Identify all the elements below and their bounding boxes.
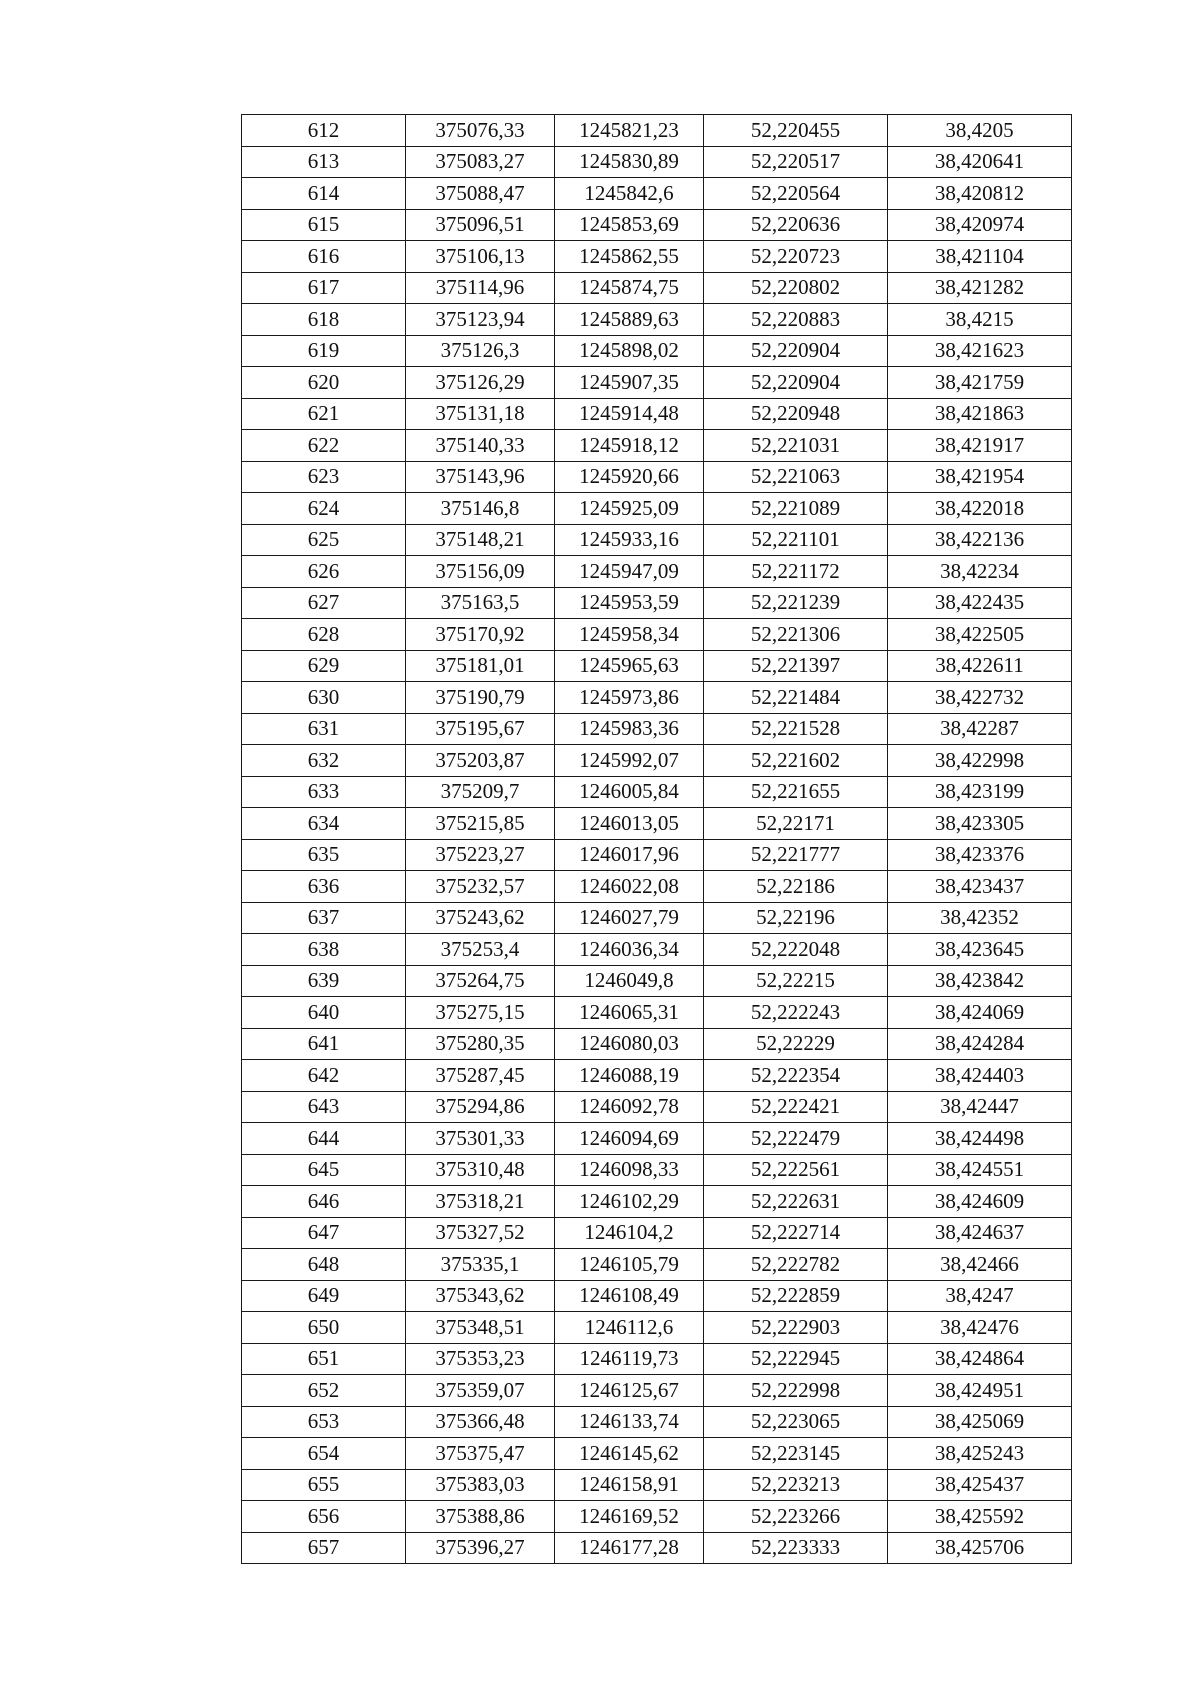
x-coordinate-cell: 375366,48 <box>406 1406 555 1438</box>
table-row <box>242 650 1072 682</box>
table-row <box>242 1375 1072 1407</box>
longitude-cell: 38,421863 <box>888 398 1072 430</box>
y-coordinate-cell: 1245920,66 <box>555 461 704 493</box>
latitude-cell: 52,220564 <box>704 178 888 210</box>
longitude-cell: 38,421282 <box>888 272 1072 304</box>
x-coordinate-cell: 375156,09 <box>406 556 555 588</box>
y-coordinate-cell: 1246017,96 <box>555 839 704 871</box>
point-number-cell: 635 <box>242 839 406 871</box>
point-number-cell: 631 <box>242 713 406 745</box>
y-coordinate-cell: 1245907,35 <box>555 367 704 399</box>
latitude-cell: 52,223333 <box>704 1532 888 1564</box>
longitude-cell: 38,423305 <box>888 808 1072 840</box>
latitude-cell: 52,222945 <box>704 1343 888 1375</box>
table-row <box>242 934 1072 966</box>
table-row <box>242 1312 1072 1344</box>
y-coordinate-cell: 1245889,63 <box>555 304 704 336</box>
x-coordinate-cell: 375146,8 <box>406 493 555 525</box>
table-row <box>242 1280 1072 1312</box>
longitude-cell: 38,425592 <box>888 1501 1072 1533</box>
table-row <box>242 682 1072 714</box>
y-coordinate-cell: 1245992,07 <box>555 745 704 777</box>
longitude-cell: 38,424403 <box>888 1060 1072 1092</box>
longitude-cell: 38,424498 <box>888 1123 1072 1155</box>
latitude-cell: 52,221484 <box>704 682 888 714</box>
point-number-cell: 644 <box>242 1123 406 1155</box>
x-coordinate-cell: 375353,23 <box>406 1343 555 1375</box>
latitude-cell: 52,220636 <box>704 209 888 241</box>
latitude-cell: 52,220723 <box>704 241 888 273</box>
x-coordinate-cell: 375163,5 <box>406 587 555 619</box>
longitude-cell: 38,421917 <box>888 430 1072 462</box>
latitude-cell: 52,222048 <box>704 934 888 966</box>
point-number-cell: 639 <box>242 965 406 997</box>
table-row <box>242 839 1072 871</box>
latitude-cell: 52,220883 <box>704 304 888 336</box>
longitude-cell: 38,421104 <box>888 241 1072 273</box>
x-coordinate-cell: 375215,85 <box>406 808 555 840</box>
table-row <box>242 1249 1072 1281</box>
x-coordinate-cell: 375096,51 <box>406 209 555 241</box>
latitude-cell: 52,221528 <box>704 713 888 745</box>
point-number-cell: 623 <box>242 461 406 493</box>
point-number-cell: 647 <box>242 1217 406 1249</box>
point-number-cell: 655 <box>242 1469 406 1501</box>
x-coordinate-cell: 375310,48 <box>406 1154 555 1186</box>
x-coordinate-cell: 375232,57 <box>406 871 555 903</box>
y-coordinate-cell: 1246145,62 <box>555 1438 704 1470</box>
x-coordinate-cell: 375375,47 <box>406 1438 555 1470</box>
longitude-cell: 38,423437 <box>888 871 1072 903</box>
point-number-cell: 614 <box>242 178 406 210</box>
latitude-cell: 52,223266 <box>704 1501 888 1533</box>
y-coordinate-cell: 1245862,55 <box>555 241 704 273</box>
longitude-cell: 38,422136 <box>888 524 1072 556</box>
table-row <box>242 1343 1072 1375</box>
latitude-cell: 52,220517 <box>704 146 888 178</box>
longitude-cell: 38,420812 <box>888 178 1072 210</box>
longitude-cell: 38,424637 <box>888 1217 1072 1249</box>
point-number-cell: 633 <box>242 776 406 808</box>
longitude-cell: 38,42234 <box>888 556 1072 588</box>
table-row <box>242 367 1072 399</box>
x-coordinate-cell: 375088,47 <box>406 178 555 210</box>
table-row <box>242 272 1072 304</box>
point-number-cell: 657 <box>242 1532 406 1564</box>
longitude-cell: 38,42447 <box>888 1091 1072 1123</box>
longitude-cell: 38,422732 <box>888 682 1072 714</box>
y-coordinate-cell: 1246119,73 <box>555 1343 704 1375</box>
latitude-cell: 52,22186 <box>704 871 888 903</box>
latitude-cell: 52,222354 <box>704 1060 888 1092</box>
point-number-cell: 636 <box>242 871 406 903</box>
x-coordinate-cell: 375335,1 <box>406 1249 555 1281</box>
point-number-cell: 629 <box>242 650 406 682</box>
longitude-cell: 38,423645 <box>888 934 1072 966</box>
x-coordinate-cell: 375140,33 <box>406 430 555 462</box>
longitude-cell: 38,420641 <box>888 146 1072 178</box>
latitude-cell: 52,221239 <box>704 587 888 619</box>
y-coordinate-cell: 1246094,69 <box>555 1123 704 1155</box>
point-number-cell: 653 <box>242 1406 406 1438</box>
table-row <box>242 398 1072 430</box>
point-number-cell: 628 <box>242 619 406 651</box>
y-coordinate-cell: 1246177,28 <box>555 1532 704 1564</box>
point-number-cell: 627 <box>242 587 406 619</box>
table-row <box>242 1217 1072 1249</box>
latitude-cell: 52,220948 <box>704 398 888 430</box>
longitude-cell: 38,422611 <box>888 650 1072 682</box>
x-coordinate-cell: 375131,18 <box>406 398 555 430</box>
x-coordinate-cell: 375148,21 <box>406 524 555 556</box>
point-number-cell: 641 <box>242 1028 406 1060</box>
latitude-cell: 52,222998 <box>704 1375 888 1407</box>
point-number-cell: 619 <box>242 335 406 367</box>
table-row <box>242 776 1072 808</box>
x-coordinate-cell: 375388,86 <box>406 1501 555 1533</box>
point-number-cell: 625 <box>242 524 406 556</box>
latitude-cell: 52,221777 <box>704 839 888 871</box>
longitude-cell: 38,424864 <box>888 1343 1072 1375</box>
y-coordinate-cell: 1245973,86 <box>555 682 704 714</box>
y-coordinate-cell: 1245925,09 <box>555 493 704 525</box>
point-number-cell: 638 <box>242 934 406 966</box>
latitude-cell: 52,220802 <box>704 272 888 304</box>
x-coordinate-cell: 375195,67 <box>406 713 555 745</box>
y-coordinate-cell: 1246092,78 <box>555 1091 704 1123</box>
point-number-cell: 637 <box>242 902 406 934</box>
table-row <box>242 493 1072 525</box>
table-row <box>242 1438 1072 1470</box>
latitude-cell: 52,221101 <box>704 524 888 556</box>
x-coordinate-cell: 375126,3 <box>406 335 555 367</box>
longitude-cell: 38,421759 <box>888 367 1072 399</box>
table-row <box>242 745 1072 777</box>
x-coordinate-cell: 375301,33 <box>406 1123 555 1155</box>
latitude-cell: 52,222782 <box>704 1249 888 1281</box>
point-number-cell: 648 <box>242 1249 406 1281</box>
latitude-cell: 52,22215 <box>704 965 888 997</box>
point-number-cell: 652 <box>242 1375 406 1407</box>
longitude-cell: 38,4215 <box>888 304 1072 336</box>
table-row <box>242 178 1072 210</box>
y-coordinate-cell: 1246112,6 <box>555 1312 704 1344</box>
y-coordinate-cell: 1246133,74 <box>555 1406 704 1438</box>
x-coordinate-cell: 375181,01 <box>406 650 555 682</box>
x-coordinate-cell: 375327,52 <box>406 1217 555 1249</box>
y-coordinate-cell: 1246022,08 <box>555 871 704 903</box>
latitude-cell: 52,221655 <box>704 776 888 808</box>
point-number-cell: 616 <box>242 241 406 273</box>
longitude-cell: 38,425437 <box>888 1469 1072 1501</box>
point-number-cell: 612 <box>242 115 406 147</box>
latitude-cell: 52,221172 <box>704 556 888 588</box>
y-coordinate-cell: 1245914,48 <box>555 398 704 430</box>
point-number-cell: 626 <box>242 556 406 588</box>
longitude-cell: 38,422435 <box>888 587 1072 619</box>
coordinates-table <box>241 114 1072 1564</box>
point-number-cell: 651 <box>242 1343 406 1375</box>
longitude-cell: 38,42287 <box>888 713 1072 745</box>
x-coordinate-cell: 375318,21 <box>406 1186 555 1218</box>
longitude-cell: 38,420974 <box>888 209 1072 241</box>
latitude-cell: 52,221306 <box>704 619 888 651</box>
table-row <box>242 1123 1072 1155</box>
x-coordinate-cell: 375123,94 <box>406 304 555 336</box>
table-row <box>242 713 1072 745</box>
point-number-cell: 645 <box>242 1154 406 1186</box>
x-coordinate-cell: 375114,96 <box>406 272 555 304</box>
table-row <box>242 1091 1072 1123</box>
y-coordinate-cell: 1246104,2 <box>555 1217 704 1249</box>
y-coordinate-cell: 1246169,52 <box>555 1501 704 1533</box>
table-row <box>242 1028 1072 1060</box>
longitude-cell: 38,42476 <box>888 1312 1072 1344</box>
point-number-cell: 613 <box>242 146 406 178</box>
longitude-cell: 38,421623 <box>888 335 1072 367</box>
table-row <box>242 1406 1072 1438</box>
table-row <box>242 1154 1072 1186</box>
longitude-cell: 38,425243 <box>888 1438 1072 1470</box>
y-coordinate-cell: 1246027,79 <box>555 902 704 934</box>
coordinates-table-body <box>242 115 1072 1564</box>
x-coordinate-cell: 375170,92 <box>406 619 555 651</box>
table-row <box>242 1532 1072 1564</box>
y-coordinate-cell: 1246105,79 <box>555 1249 704 1281</box>
y-coordinate-cell: 1246108,49 <box>555 1280 704 1312</box>
latitude-cell: 52,222631 <box>704 1186 888 1218</box>
point-number-cell: 640 <box>242 997 406 1029</box>
latitude-cell: 52,221031 <box>704 430 888 462</box>
latitude-cell: 52,22171 <box>704 808 888 840</box>
point-number-cell: 615 <box>242 209 406 241</box>
point-number-cell: 624 <box>242 493 406 525</box>
longitude-cell: 38,424551 <box>888 1154 1072 1186</box>
x-coordinate-cell: 375203,87 <box>406 745 555 777</box>
table-row <box>242 209 1072 241</box>
latitude-cell: 52,222903 <box>704 1312 888 1344</box>
x-coordinate-cell: 375126,29 <box>406 367 555 399</box>
y-coordinate-cell: 1246088,19 <box>555 1060 704 1092</box>
longitude-cell: 38,424609 <box>888 1186 1072 1218</box>
latitude-cell: 52,222561 <box>704 1154 888 1186</box>
longitude-cell: 38,423842 <box>888 965 1072 997</box>
x-coordinate-cell: 375294,86 <box>406 1091 555 1123</box>
point-number-cell: 622 <box>242 430 406 462</box>
point-number-cell: 650 <box>242 1312 406 1344</box>
table-row <box>242 556 1072 588</box>
latitude-cell: 52,222479 <box>704 1123 888 1155</box>
table-row <box>242 1186 1072 1218</box>
x-coordinate-cell: 375106,13 <box>406 241 555 273</box>
latitude-cell: 52,223213 <box>704 1469 888 1501</box>
table-row <box>242 997 1072 1029</box>
y-coordinate-cell: 1246080,03 <box>555 1028 704 1060</box>
latitude-cell: 52,222859 <box>704 1280 888 1312</box>
table-row <box>242 1501 1072 1533</box>
point-number-cell: 642 <box>242 1060 406 1092</box>
x-coordinate-cell: 375143,96 <box>406 461 555 493</box>
point-number-cell: 634 <box>242 808 406 840</box>
x-coordinate-cell: 375076,33 <box>406 115 555 147</box>
table-row <box>242 1060 1072 1092</box>
x-coordinate-cell: 375190,79 <box>406 682 555 714</box>
y-coordinate-cell: 1245918,12 <box>555 430 704 462</box>
point-number-cell: 654 <box>242 1438 406 1470</box>
x-coordinate-cell: 375280,35 <box>406 1028 555 1060</box>
y-coordinate-cell: 1246125,67 <box>555 1375 704 1407</box>
point-number-cell: 618 <box>242 304 406 336</box>
latitude-cell: 52,220455 <box>704 115 888 147</box>
point-number-cell: 630 <box>242 682 406 714</box>
table-row <box>242 461 1072 493</box>
latitude-cell: 52,221063 <box>704 461 888 493</box>
latitude-cell: 52,222243 <box>704 997 888 1029</box>
x-coordinate-cell: 375359,07 <box>406 1375 555 1407</box>
latitude-cell: 52,223145 <box>704 1438 888 1470</box>
longitude-cell: 38,425069 <box>888 1406 1072 1438</box>
x-coordinate-cell: 375383,03 <box>406 1469 555 1501</box>
x-coordinate-cell: 375083,27 <box>406 146 555 178</box>
table-row <box>242 902 1072 934</box>
y-coordinate-cell: 1246102,29 <box>555 1186 704 1218</box>
y-coordinate-cell: 1245965,63 <box>555 650 704 682</box>
longitude-cell: 38,423376 <box>888 839 1072 871</box>
point-number-cell: 620 <box>242 367 406 399</box>
latitude-cell: 52,221397 <box>704 650 888 682</box>
y-coordinate-cell: 1245853,69 <box>555 209 704 241</box>
latitude-cell: 52,220904 <box>704 335 888 367</box>
longitude-cell: 38,423199 <box>888 776 1072 808</box>
y-coordinate-cell: 1245958,34 <box>555 619 704 651</box>
y-coordinate-cell: 1245821,23 <box>555 115 704 147</box>
x-coordinate-cell: 375253,4 <box>406 934 555 966</box>
y-coordinate-cell: 1245933,16 <box>555 524 704 556</box>
y-coordinate-cell: 1245830,89 <box>555 146 704 178</box>
table-row <box>242 619 1072 651</box>
table-row <box>242 808 1072 840</box>
table-row <box>242 1469 1072 1501</box>
x-coordinate-cell: 375264,75 <box>406 965 555 997</box>
x-coordinate-cell: 375209,7 <box>406 776 555 808</box>
table-row <box>242 115 1072 147</box>
longitude-cell: 38,4205 <box>888 115 1072 147</box>
latitude-cell: 52,221602 <box>704 745 888 777</box>
y-coordinate-cell: 1246036,34 <box>555 934 704 966</box>
longitude-cell: 38,425706 <box>888 1532 1072 1564</box>
latitude-cell: 52,223065 <box>704 1406 888 1438</box>
latitude-cell: 52,22196 <box>704 902 888 934</box>
latitude-cell: 52,220904 <box>704 367 888 399</box>
x-coordinate-cell: 375343,62 <box>406 1280 555 1312</box>
point-number-cell: 656 <box>242 1501 406 1533</box>
table-row <box>242 335 1072 367</box>
longitude-cell: 38,424951 <box>888 1375 1072 1407</box>
x-coordinate-cell: 375348,51 <box>406 1312 555 1344</box>
latitude-cell: 52,222421 <box>704 1091 888 1123</box>
y-coordinate-cell: 1246065,31 <box>555 997 704 1029</box>
y-coordinate-cell: 1246049,8 <box>555 965 704 997</box>
point-number-cell: 617 <box>242 272 406 304</box>
y-coordinate-cell: 1245953,59 <box>555 587 704 619</box>
table-row <box>242 871 1072 903</box>
table-row <box>242 965 1072 997</box>
longitude-cell: 38,424069 <box>888 997 1072 1029</box>
longitude-cell: 38,422998 <box>888 745 1072 777</box>
x-coordinate-cell: 375275,15 <box>406 997 555 1029</box>
table-row <box>242 430 1072 462</box>
x-coordinate-cell: 375243,62 <box>406 902 555 934</box>
point-number-cell: 621 <box>242 398 406 430</box>
point-number-cell: 632 <box>242 745 406 777</box>
latitude-cell: 52,22229 <box>704 1028 888 1060</box>
longitude-cell: 38,4247 <box>888 1280 1072 1312</box>
y-coordinate-cell: 1246005,84 <box>555 776 704 808</box>
longitude-cell: 38,42352 <box>888 902 1072 934</box>
table-row <box>242 241 1072 273</box>
table-row <box>242 587 1072 619</box>
latitude-cell: 52,221089 <box>704 493 888 525</box>
y-coordinate-cell: 1246158,91 <box>555 1469 704 1501</box>
x-coordinate-cell: 375287,45 <box>406 1060 555 1092</box>
point-number-cell: 649 <box>242 1280 406 1312</box>
y-coordinate-cell: 1246013,05 <box>555 808 704 840</box>
x-coordinate-cell: 375223,27 <box>406 839 555 871</box>
y-coordinate-cell: 1246098,33 <box>555 1154 704 1186</box>
y-coordinate-cell: 1245842,6 <box>555 178 704 210</box>
longitude-cell: 38,422505 <box>888 619 1072 651</box>
point-number-cell: 643 <box>242 1091 406 1123</box>
table-row <box>242 146 1072 178</box>
point-number-cell: 646 <box>242 1186 406 1218</box>
x-coordinate-cell: 375396,27 <box>406 1532 555 1564</box>
longitude-cell: 38,42466 <box>888 1249 1072 1281</box>
y-coordinate-cell: 1245947,09 <box>555 556 704 588</box>
table-row <box>242 304 1072 336</box>
longitude-cell: 38,421954 <box>888 461 1072 493</box>
longitude-cell: 38,424284 <box>888 1028 1072 1060</box>
y-coordinate-cell: 1245874,75 <box>555 272 704 304</box>
table-row <box>242 524 1072 556</box>
y-coordinate-cell: 1245983,36 <box>555 713 704 745</box>
y-coordinate-cell: 1245898,02 <box>555 335 704 367</box>
latitude-cell: 52,222714 <box>704 1217 888 1249</box>
longitude-cell: 38,422018 <box>888 493 1072 525</box>
